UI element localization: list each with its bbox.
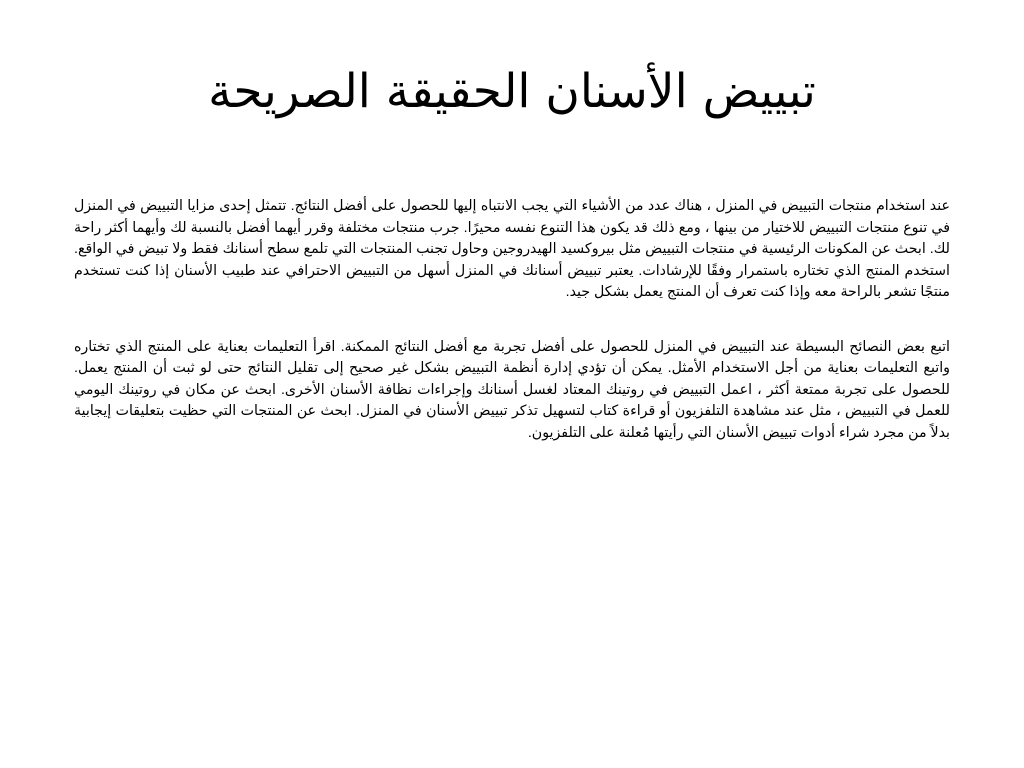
slide-title: تبييض الأسنان الحقيقة الصريحة — [208, 64, 816, 119]
slide-body — [74, 196, 950, 477]
body-paragraph-1: عند استخدام منتجات التبييض في المنزل ، هناك عدد من الأشياء التي يجب الانتباه إليها للحصول على أفضل النتائج. تتمثل إحدى مزايا التبييض في المنزل في تنوع منتجات التبييض للاختيار من بينها ، ومع ذلك قد يكون هذا التنوع نفسه محيرًا. جرب منتجات مختلفة وقرر أيهما أفضل بالنسبة لك وأيهما أكثر راحة لك. ابحث عن المكونات الرئيسية في منتجات التبييض مثل بيروكسيد الهيدروجين وحاول تجنب المنتجات التي تلمع سطح أسنانك فقط ولا تبيض في الواقع. استخدم المنتج الذي تختاره باستمرار وفقًا للإرشادات. يعتبر تبييض أسنانك في المنزل أسهل من التبييض الاحترافي عند طبيب الأسنان إذا كنت تستخدم منتجًا تشعر بالراحة معه وإذا كنت تعرف أن المنتج يعمل بشكل جيد. — [74, 198, 950, 300]
body-paragraph-2: اتبع بعض النصائح البسيطة عند التبييض في المنزل للحصول على أفضل تجربة مع أفضل النتائج الممكنة. اقرأ التعليمات بعناية على المنتج الذي تختاره واتبع التعليمات بعناية من أجل الاستخدام الأمثل. يمكن أن تؤدي إدارة أنظمة التبييض بشكل غير صحيح إلى تقليل النتائج حتى لو ثبت أن المنتج يعمل. للحصول على تجربة ممتعة أكثر ، اعمل التبييض في روتينك المعتاد لغسل أسنانك وإجراءات نظافة الأسنان الأخرى. ابحث عن مكان في روتينك اليومي للعمل في التبييض ، مثل عند مشاهدة التلفزيون أو قراءة كتاب لتسهيل تذكر تبييض الأسنان في المنزل. ابحث عن المنتجات التي حظيت بتعليقات إيجابية بدلاً من مجرد شراء أدوات تبييض الأسنان التي رأيتها مُعلنة على التلفزيون. — [74, 338, 950, 441]
